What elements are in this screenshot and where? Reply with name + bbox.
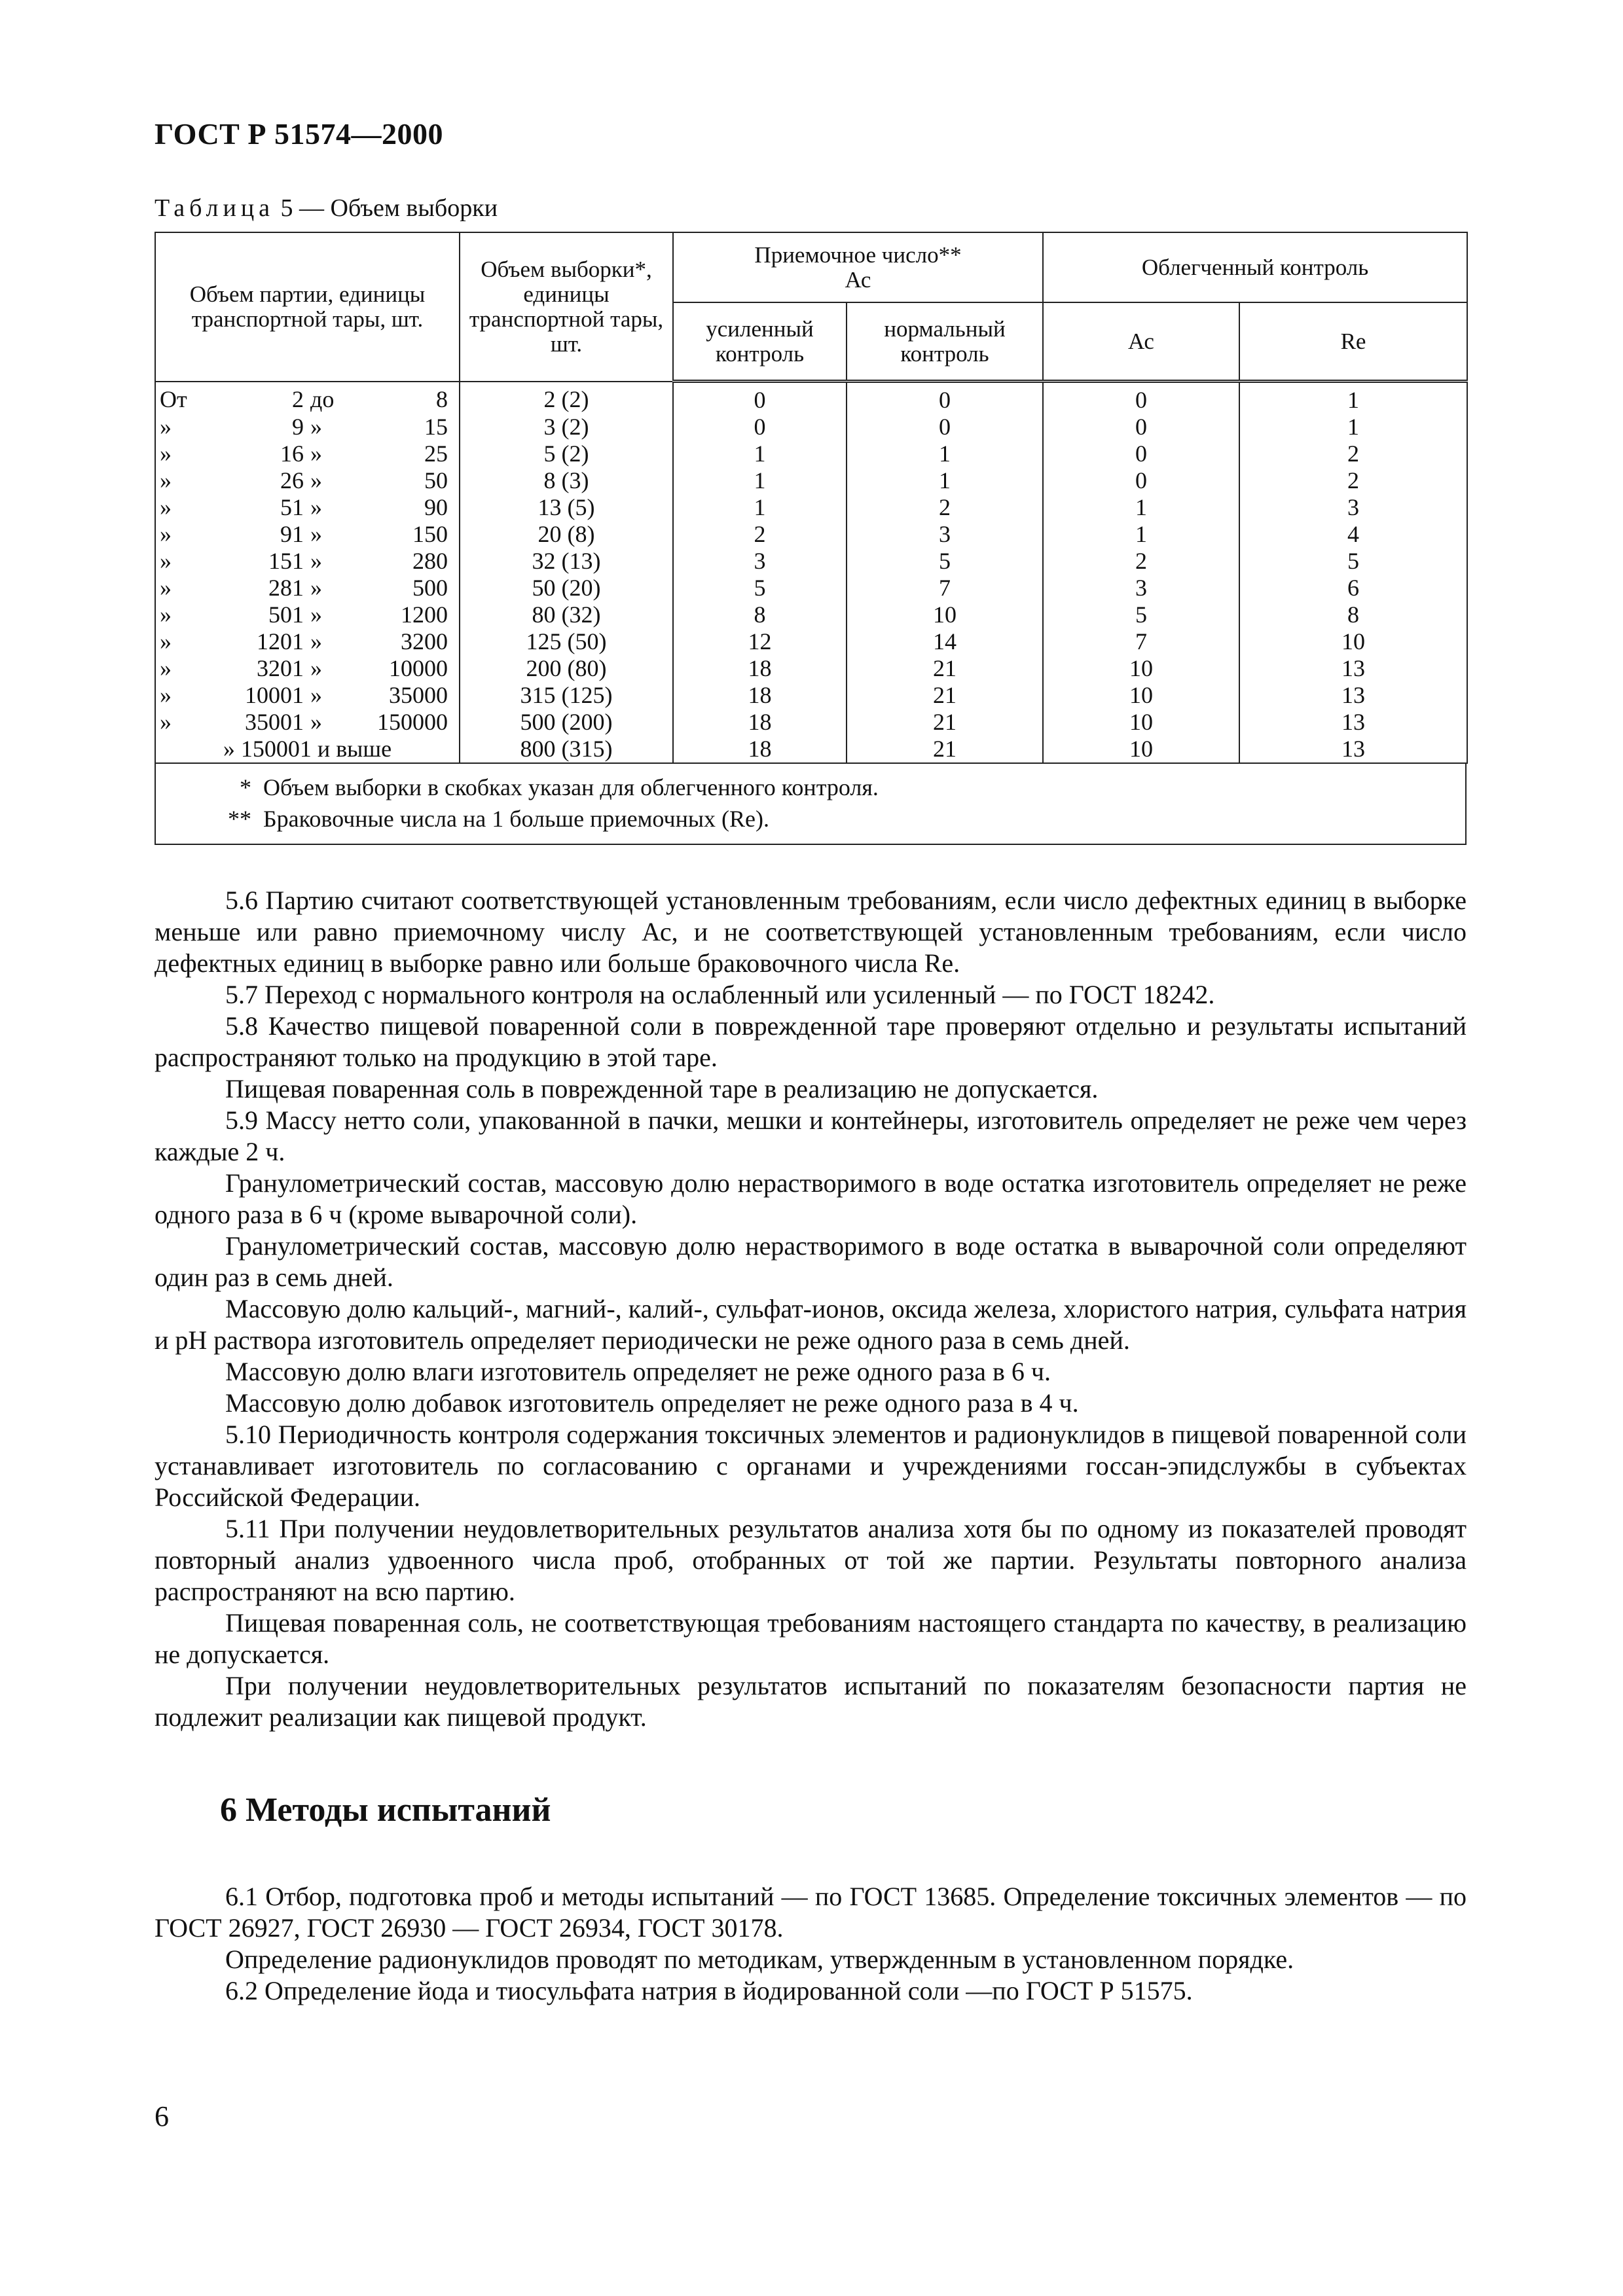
paragraph: 6.1 Отбор, подготовка проб и методы испытаний — по ГОСТ 13685. Определение токсичных элементов — по ГОСТ 26927, ГОСТ 26930 — ГОСТ 26934, ГОСТ 30178. — [155, 1882, 1467, 1943]
lot-to: 150000 — [377, 709, 448, 735]
cell-re: 4 — [1239, 521, 1467, 548]
cell-lot-size — [155, 494, 460, 521]
table-row — [155, 682, 1467, 709]
lot-from: 2 — [292, 386, 304, 413]
cell-ac: 0 — [1043, 467, 1239, 494]
lot-from: 10001 — [245, 682, 304, 708]
lot-separator: до — [310, 386, 335, 413]
cell-normal: 10 — [847, 601, 1043, 628]
cell-ac: 0 — [1043, 382, 1239, 414]
lot-to: 280 — [412, 548, 448, 574]
lot-from: 35001 — [245, 709, 304, 735]
cell-ac: 5 — [1043, 601, 1239, 628]
paragraph: Массовую долю добавок изготовитель определяет не реже одного раза в 4 ч. — [225, 1388, 1079, 1418]
lot-from: 51 — [280, 494, 304, 520]
cell-sample-size: 32 (13) — [460, 548, 673, 575]
section-6-title: 6 Методы испытаний — [220, 1791, 551, 1829]
cell-ac: 10 — [1043, 655, 1239, 682]
cell-sample-size: 5 (2) — [460, 440, 673, 467]
page-number: 6 — [155, 2100, 169, 2132]
header-re: Re — [1239, 302, 1467, 382]
lot-from: 151 — [268, 548, 304, 574]
cell-lot-size — [155, 414, 460, 440]
cell-normal: 21 — [847, 736, 1043, 763]
cell-tightened: 1 — [673, 440, 847, 467]
lot-prefix: » — [160, 467, 172, 493]
cell-re: 2 — [1239, 467, 1467, 494]
cell-sample-size: 20 (8) — [460, 521, 673, 548]
cell-ac: 0 — [1043, 440, 1239, 467]
cell-re: 5 — [1239, 548, 1467, 575]
cell-tightened: 1 — [673, 467, 847, 494]
lot-to: 1200 — [401, 601, 448, 628]
lot-separator: » — [310, 494, 322, 520]
lot-from: 26 — [280, 467, 304, 493]
table-body — [155, 382, 1467, 764]
table-row — [155, 548, 1467, 575]
cell-re: 13 — [1239, 682, 1467, 709]
cell-re: 13 — [1239, 736, 1467, 763]
cell-tightened: 2 — [673, 521, 847, 548]
cell-normal: 14 — [847, 628, 1043, 655]
cell-lot-size — [155, 628, 460, 655]
cell-lot-size — [155, 521, 460, 548]
lot-to: 35000 — [389, 682, 448, 708]
footnote-mark: * — [240, 774, 251, 800]
lot-to: 10000 — [389, 655, 448, 681]
section-6-paragraphs — [155, 1881, 1467, 2007]
table-row — [155, 575, 1467, 601]
lot-to: 500 — [412, 575, 448, 601]
cell-normal: 2 — [847, 494, 1043, 521]
lot-separator: » — [310, 467, 322, 493]
lot-separator: » — [310, 575, 322, 601]
cell-re: 6 — [1239, 575, 1467, 601]
table-row — [155, 467, 1467, 494]
lot-to: 8 — [436, 386, 448, 413]
header-sample-size: Объем выборки*, единицы транспортной тары, шт. — [460, 232, 673, 382]
table-row — [155, 709, 1467, 736]
cell-normal: 0 — [847, 382, 1043, 414]
cell-ac: 2 — [1043, 548, 1239, 575]
cell-lot-size — [155, 467, 460, 494]
paragraph: Гранулометрический состав, массовую долю нерастворимого в воде остатка изготовитель определяет не реже одного раза в 6 ч (кроме выварочной соли). — [155, 1168, 1467, 1229]
header-acceptance-number: Приемочное число** Ас — [673, 232, 1043, 302]
header-ac: Ас — [1043, 302, 1239, 382]
footnote-mark: ** — [228, 806, 251, 832]
cell-tightened: 0 — [673, 382, 847, 414]
paragraph: 5.7 Переход с нормального контроля на ослабленный или усиленный — по ГОСТ 18242. — [225, 980, 1215, 1009]
body-text — [155, 885, 1467, 2007]
lot-separator: » — [310, 414, 322, 440]
lot-to: 3200 — [401, 628, 448, 655]
paragraph: 5.6 Партию считают соответствующей установленным требованиям, если число дефектных единиц в выборке меньше или равно приемочному числу Ас, и не соответствующей установленным требованиям, если число дефектных единиц в выборке равно или больше браковочного числа Re. — [155, 886, 1467, 978]
cell-tightened: 18 — [673, 682, 847, 709]
lot-prefix: » — [160, 414, 172, 440]
lot-to: 90 — [424, 494, 448, 520]
cell-sample-size: 8 (3) — [460, 467, 673, 494]
cell-sample-size: 500 (200) — [460, 709, 673, 736]
cell-tightened: 18 — [673, 655, 847, 682]
table-row — [155, 440, 1467, 467]
cell-normal: 21 — [847, 655, 1043, 682]
header-normal-control: нормальный контроль — [847, 302, 1043, 382]
cell-tightened: 3 — [673, 548, 847, 575]
lot-from: 501 — [268, 601, 304, 628]
cell-sample-size: 80 (32) — [460, 601, 673, 628]
cell-tightened: 18 — [673, 709, 847, 736]
cell-ac: 1 — [1043, 494, 1239, 521]
paragraph: 5.9 Массу нетто соли, упакованной в пачки, мешки и контейнеры, изготовитель определяет не реже чем через каждые 2 ч. — [155, 1105, 1467, 1166]
lot-separator: » — [310, 601, 322, 628]
cell-re: 13 — [1239, 655, 1467, 682]
cell-re: 13 — [1239, 709, 1467, 736]
table-caption — [155, 194, 498, 223]
cell-tightened: 0 — [673, 414, 847, 440]
table-row — [155, 414, 1467, 440]
paragraph: Гранулометрический состав, массовую долю нерастворимого в воде остатка в выварочной соли определяют один раз в семь дней. — [155, 1231, 1467, 1292]
cell-normal: 21 — [847, 709, 1043, 736]
header-tightened-control: усиленный контроль — [673, 302, 847, 382]
lot-to: 150 — [412, 521, 448, 547]
cell-tightened: 1 — [673, 494, 847, 521]
cell-sample-size: 13 (5) — [460, 494, 673, 521]
paragraph: Пищевая поваренная соль, не соответствующая требованиям настоящего стандарта по качеству, в реализацию не допускается. — [155, 1608, 1467, 1669]
cell-re: 2 — [1239, 440, 1467, 467]
table-row — [155, 521, 1467, 548]
lot-from: 1201 — [257, 628, 304, 655]
footnote-text: Браковочные числа на 1 больше приемочных (Re). — [263, 806, 770, 832]
cell-lot-size — [155, 548, 460, 575]
paragraph: Определение радионуклидов проводят по методикам, утвержденным в установленном порядке. — [225, 1945, 1294, 1974]
cell-lot-size — [155, 440, 460, 467]
lot-separator: » — [310, 682, 322, 708]
cell-sample-size: 50 (20) — [460, 575, 673, 601]
cell-ac: 10 — [1043, 709, 1239, 736]
cell-ac: 0 — [1043, 414, 1239, 440]
lot-prefix: » — [160, 440, 172, 467]
sample-size-table — [155, 232, 1468, 764]
lot-from: 9 — [292, 414, 304, 440]
paragraph: Пищевая поваренная соль в поврежденной таре в реализацию не допускается. — [225, 1074, 1099, 1103]
lot-separator: » — [310, 521, 322, 547]
lot-prefix: » — [160, 709, 172, 735]
cell-lot-size — [155, 736, 460, 763]
lot-to: 25 — [424, 440, 448, 467]
cell-normal: 1 — [847, 467, 1043, 494]
cell-ac: 7 — [1043, 628, 1239, 655]
table-caption-word: Таблица — [155, 194, 275, 222]
cell-normal: 5 — [847, 548, 1043, 575]
cell-sample-size: 200 (80) — [460, 655, 673, 682]
lot-to: 50 — [424, 467, 448, 493]
cell-sample-size: 2 (2) — [460, 382, 673, 414]
paragraph: При получении неудовлетворительных результатов испытаний по показателям безопасности партия не подлежит реализации как пищевой продукт. — [155, 1671, 1467, 1732]
cell-re: 3 — [1239, 494, 1467, 521]
cell-re: 10 — [1239, 628, 1467, 655]
lot-prefix: » — [160, 548, 172, 574]
lot-prefix: » — [160, 655, 172, 681]
lot-prefix: » — [160, 494, 172, 520]
paragraph: 5.10 Периодичность контроля содержания токсичных элементов и радионуклидов в пищевой поваренной соли устанавливает изготовитель по согласованию с органами и учреждениями госсан-эпидслужбы в субъектах Российской Федерации. — [155, 1420, 1467, 1512]
lot-prefix: » — [160, 601, 172, 628]
table-row — [155, 628, 1467, 655]
cell-normal: 3 — [847, 521, 1043, 548]
table-row — [155, 736, 1467, 763]
lot-separator: » — [310, 548, 322, 574]
lot-prefix: » — [160, 628, 172, 655]
cell-re: 8 — [1239, 601, 1467, 628]
paragraph: Массовую долю кальций-, магний-, калий-, сульфат-ионов, оксида железа, хлористого натрия, сульфата натрия и pH раствора изготовитель определяет периодически не реже одного раза в семь дней. — [155, 1294, 1467, 1355]
cell-sample-size: 315 (125) — [460, 682, 673, 709]
cell-sample-size: 3 (2) — [460, 414, 673, 440]
document-header: ГОСТ Р 51574—2000 — [155, 117, 443, 151]
cell-ac: 3 — [1043, 575, 1239, 601]
cell-lot-size — [155, 655, 460, 682]
cell-tightened: 8 — [673, 601, 847, 628]
cell-normal: 21 — [847, 682, 1043, 709]
cell-sample-size: 800 (315) — [460, 736, 673, 763]
cell-lot-size — [155, 682, 460, 709]
lot-to: 15 — [424, 414, 448, 440]
lot-separator: » — [310, 655, 322, 681]
cell-normal: 0 — [847, 414, 1043, 440]
lot-prefix: » — [160, 575, 172, 601]
table-footnotes — [155, 764, 1467, 845]
cell-normal: 1 — [847, 440, 1043, 467]
cell-ac: 10 — [1043, 736, 1239, 763]
table-row — [155, 382, 1467, 414]
lot-prefix: » — [160, 521, 172, 547]
lot-prefix: От — [160, 386, 187, 413]
cell-ac: 10 — [1043, 682, 1239, 709]
header-lot-size: Объем партии, единицы транспортной тары, шт. — [155, 232, 460, 382]
lot-from: 3201 — [257, 655, 304, 681]
table-row — [155, 494, 1467, 521]
paragraph: 5.11 При получении неудовлетворительных результатов анализа хотя бы по одному из показателей проводят повторный анализ удвоенного числа проб, отобранных от той же партии. Результаты повторного анализа распространяют на всю партию. — [155, 1514, 1467, 1606]
paragraph: 6.2 Определение йода и тиосульфата натрия в йодированной соли —по ГОСТ Р 51575. — [225, 1976, 1193, 2005]
table-caption-title: 5 — Объем выборки — [274, 194, 498, 222]
cell-lot-size — [155, 601, 460, 628]
lot-separator: » — [310, 709, 322, 735]
lot-separator: » — [310, 628, 322, 655]
sample-size-table-container — [155, 232, 1467, 845]
header-reduced-control: Облегченный контроль — [1043, 232, 1467, 302]
footnote — [156, 772, 1465, 803]
cell-normal: 7 — [847, 575, 1043, 601]
cell-re: 1 — [1239, 414, 1467, 440]
cell-ac: 1 — [1043, 521, 1239, 548]
lot-from: 281 — [268, 575, 304, 601]
cell-tightened: 18 — [673, 736, 847, 763]
lot-from: 16 — [280, 440, 304, 467]
table-row — [155, 601, 1467, 628]
cell-tightened: 12 — [673, 628, 847, 655]
cell-lot-size — [155, 382, 460, 414]
cell-lot-size — [155, 709, 460, 736]
section-5-paragraphs — [155, 885, 1467, 1733]
cell-sample-size: 125 (50) — [460, 628, 673, 655]
lot-size-text: » 150001 и выше — [223, 736, 392, 762]
lot-from: 91 — [280, 521, 304, 547]
cell-tightened: 5 — [673, 575, 847, 601]
paragraph: Массовую долю влаги изготовитель определяет не реже одного раза в 6 ч. — [225, 1357, 1051, 1386]
footnote-text: Объем выборки в скобках указан для облегченного контроля. — [263, 774, 879, 800]
lot-separator: » — [310, 440, 322, 467]
cell-re: 1 — [1239, 382, 1467, 414]
lot-prefix: » — [160, 682, 172, 708]
paragraph: 5.8 Качество пищевой поваренной соли в поврежденной таре проверяют отдельно и результаты испытаний распространяют только на продукцию в этой таре. — [155, 1011, 1467, 1072]
cell-lot-size — [155, 575, 460, 601]
footnote — [156, 803, 1465, 834]
table-row — [155, 655, 1467, 682]
